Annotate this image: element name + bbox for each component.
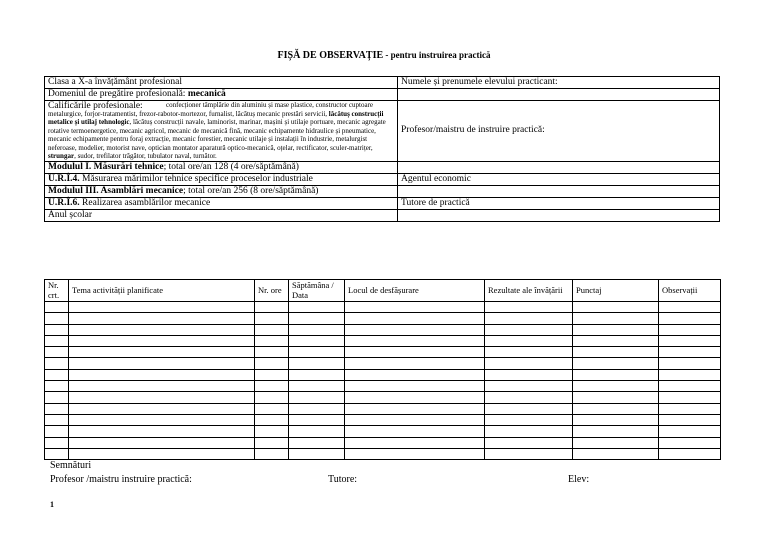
activity-cell[interactable]: [255, 437, 289, 448]
domeniu-label: Domeniul de pregătire profesională:: [48, 89, 188, 99]
activity-cell[interactable]: [69, 403, 255, 414]
activity-cell[interactable]: [345, 335, 485, 346]
activity-cell[interactable]: [659, 392, 721, 403]
elev-cell[interactable]: Numele și prenumele elevului practicant:: [398, 77, 720, 89]
activity-cell[interactable]: [45, 426, 69, 437]
info-row: [45, 173, 720, 185]
tutore-cell[interactable]: Tutore de practică: [398, 197, 720, 209]
header-saptamana: Săptămâna / Data: [289, 280, 345, 302]
modul1-hours: ; total ore/an 128 (4 ore/săptămână): [163, 161, 299, 172]
activity-cell[interactable]: [485, 437, 573, 448]
activity-cell[interactable]: [345, 381, 485, 392]
activity-cell[interactable]: [485, 392, 573, 403]
activity-cell[interactable]: [485, 324, 573, 335]
activity-cell[interactable]: [289, 335, 345, 346]
activity-cell[interactable]: [289, 358, 345, 369]
activity-cell[interactable]: [45, 347, 69, 358]
activity-cell[interactable]: [345, 302, 485, 313]
activity-cell[interactable]: [69, 302, 255, 313]
calificari-text-c: , sudor, trefilator trăgător, tubulator naval, turnător.: [74, 152, 217, 160]
activity-cell[interactable]: [659, 335, 721, 346]
domeniu-cell: [45, 89, 398, 101]
uri4-code: U.R.Î.4.: [48, 173, 80, 184]
activity-cell[interactable]: [69, 392, 255, 403]
activity-row: [45, 392, 721, 403]
activity-cell[interactable]: [485, 448, 573, 459]
header-punctaj: Punctaj: [573, 280, 659, 302]
activity-cell[interactable]: [255, 313, 289, 324]
activity-cell[interactable]: [45, 324, 69, 335]
calificari-list: [48, 101, 394, 161]
info-row: [45, 197, 720, 209]
header-ore: Nr. ore: [255, 280, 289, 302]
activity-cell[interactable]: [485, 426, 573, 437]
activity-cell[interactable]: [255, 381, 289, 392]
activity-cell[interactable]: [485, 414, 573, 425]
activity-cell[interactable]: [345, 403, 485, 414]
activity-cell[interactable]: [69, 414, 255, 425]
activity-cell[interactable]: [45, 369, 69, 380]
clasa-cell: Clasa a X-a învățământ profesional: [45, 77, 398, 89]
activity-cell[interactable]: [45, 313, 69, 324]
activity-cell[interactable]: [45, 335, 69, 346]
info-table: [44, 76, 720, 222]
activity-cell[interactable]: [573, 448, 659, 459]
calificari-text-bold: lăcătuș construcții metalice și utilaj tehnologic: [48, 109, 384, 126]
activity-cell[interactable]: [69, 313, 255, 324]
info-row: [45, 101, 720, 162]
activity-cell[interactable]: [45, 358, 69, 369]
activity-cell[interactable]: [345, 414, 485, 425]
activity-cell[interactable]: [573, 324, 659, 335]
activity-cell[interactable]: [345, 369, 485, 380]
activity-cell[interactable]: [659, 369, 721, 380]
activity-row: [45, 358, 721, 369]
activity-cell[interactable]: [289, 426, 345, 437]
page-number: 1: [50, 500, 54, 509]
activity-cell[interactable]: [45, 403, 69, 414]
activity-row: [45, 414, 721, 425]
activity-cell[interactable]: [255, 324, 289, 335]
activity-cell[interactable]: [45, 381, 69, 392]
activity-cell[interactable]: [573, 403, 659, 414]
activity-cell[interactable]: [659, 347, 721, 358]
activity-cell[interactable]: [69, 448, 255, 459]
uri6-text: Realizarea asamblărilor mecanice: [79, 197, 211, 208]
uri4-cell: [45, 173, 398, 185]
activity-cell[interactable]: [289, 437, 345, 448]
activity-cell[interactable]: [485, 313, 573, 324]
activity-cell[interactable]: [45, 302, 69, 313]
activity-row: [45, 369, 721, 380]
activity-cell[interactable]: [659, 414, 721, 425]
activity-cell[interactable]: [69, 324, 255, 335]
activity-cell[interactable]: [485, 369, 573, 380]
activity-cell[interactable]: [573, 437, 659, 448]
domeniu-value: mecanică: [187, 89, 226, 99]
footer-elev: Elev:: [568, 474, 590, 485]
profesor-label: Profesor/maistru de instruire practică:: [401, 125, 545, 136]
activity-cell[interactable]: [659, 426, 721, 437]
agent-cell[interactable]: Agentul economic: [398, 173, 720, 185]
activity-cell[interactable]: [69, 347, 255, 358]
activity-cell[interactable]: [289, 392, 345, 403]
activity-cell[interactable]: [345, 347, 485, 358]
modul3-cell: [45, 185, 398, 197]
activity-cell[interactable]: [289, 448, 345, 459]
activity-cell[interactable]: [485, 347, 573, 358]
empty-cell[interactable]: [398, 185, 720, 197]
activity-cell[interactable]: [573, 335, 659, 346]
calificari-label: Calificările profesionale:: [48, 101, 143, 111]
activity-cell[interactable]: [255, 448, 289, 459]
empty-cell[interactable]: [398, 209, 720, 221]
header-rezultate: Rezultate ale învățării: [485, 280, 573, 302]
activity-cell[interactable]: [255, 414, 289, 425]
calificari-text-b: , lăcătuș construcții navale, laminorist, marinar, mașini și utilaje portuare, mecanic agregate rotative termoenergetice, mecanic agricol, mecanic de mecanică fină, mecanic echipamente hidraulice și pneumatice, mecanic echipamente pentru foraj extracție, mecanic forestier, mecanic utilaje și instalații în industrie, metalurgist neferoase, modelier, motorist nave, optician montator aparatură optico-mecanică, oțelar, rectificator, sculer-matrițer,: [48, 118, 386, 152]
info-row: [45, 185, 720, 197]
activity-row: [45, 437, 721, 448]
activity-row: [45, 302, 721, 313]
activity-cell[interactable]: [345, 358, 485, 369]
activity-cell[interactable]: [573, 381, 659, 392]
activity-cell[interactable]: [289, 313, 345, 324]
modul1-title: Modulul I. Măsurări tehnice: [48, 161, 164, 172]
activity-cell[interactable]: [573, 358, 659, 369]
activity-cell[interactable]: [573, 426, 659, 437]
activity-cell[interactable]: [485, 403, 573, 414]
activity-cell[interactable]: [485, 381, 573, 392]
activity-row: [45, 335, 721, 346]
calificari-text-a: confecționer tâmplărie din aluminiu și mase plastice, constructor cuptoare metalurgice, forjor-tratamentist, frezor-rabotor-mortezor, furnalist, lăcătuș mecanic prestări servicii,: [48, 101, 374, 118]
activity-cell[interactable]: [289, 414, 345, 425]
activity-cell[interactable]: [255, 358, 289, 369]
activity-cell[interactable]: [45, 437, 69, 448]
activity-cell[interactable]: [485, 335, 573, 346]
activity-row: [45, 426, 721, 437]
activity-cell[interactable]: [45, 414, 69, 425]
activity-cell[interactable]: [69, 369, 255, 380]
activity-cell[interactable]: [289, 369, 345, 380]
activity-cell[interactable]: [345, 324, 485, 335]
activity-cell[interactable]: [485, 358, 573, 369]
activity-cell[interactable]: [45, 392, 69, 403]
footer-profesor: Profesor /maistru instruire practică:: [50, 474, 192, 485]
activity-cell[interactable]: [69, 426, 255, 437]
activity-cell[interactable]: [659, 324, 721, 335]
activity-cell[interactable]: [69, 358, 255, 369]
activity-cell[interactable]: [659, 302, 721, 313]
activity-row: [45, 381, 721, 392]
activity-cell[interactable]: [255, 302, 289, 313]
activity-cell[interactable]: [573, 313, 659, 324]
uri4-text: Măsurarea mărimilor tehnice specifice proceselor industriale: [79, 173, 313, 184]
header-nr: Nr. crt.: [45, 280, 69, 302]
activity-row: [45, 403, 721, 414]
activity-row: [45, 347, 721, 358]
header-locul: Locul de desfășurare: [345, 280, 485, 302]
activity-cell[interactable]: [69, 437, 255, 448]
activity-cell[interactable]: [289, 347, 345, 358]
semnaturi-label: Semnături: [50, 460, 92, 471]
info-row: [45, 209, 720, 221]
calificari-cell: [45, 101, 398, 162]
uri6-code: U.R.Î.6.: [48, 197, 80, 208]
empty-cell[interactable]: [398, 89, 720, 101]
document-title: [0, 50, 768, 61]
activity-cell[interactable]: [345, 426, 485, 437]
activity-cell[interactable]: [345, 313, 485, 324]
activity-row: [45, 324, 721, 335]
activity-cell[interactable]: [69, 335, 255, 346]
activity-cell[interactable]: [255, 369, 289, 380]
activity-cell[interactable]: [255, 426, 289, 437]
info-row: [45, 89, 720, 101]
activity-cell[interactable]: [289, 324, 345, 335]
activity-cell[interactable]: [289, 381, 345, 392]
activity-cell[interactable]: [659, 448, 721, 459]
activity-cell[interactable]: [659, 358, 721, 369]
calificari-text-bold2: strungar: [48, 152, 75, 160]
activity-cell[interactable]: [45, 448, 69, 459]
activity-cell[interactable]: [485, 302, 573, 313]
uri6-cell: [45, 197, 398, 209]
activity-cell[interactable]: [573, 302, 659, 313]
activity-cell[interactable]: [345, 392, 485, 403]
activity-cell[interactable]: [255, 403, 289, 414]
activity-cell[interactable]: [255, 392, 289, 403]
activity-cell[interactable]: [573, 414, 659, 425]
activity-cell[interactable]: [289, 403, 345, 414]
an-cell: Anul școlar: [45, 209, 398, 221]
activity-cell[interactable]: [573, 369, 659, 380]
info-row: [45, 77, 720, 89]
activities-header-row: [45, 280, 721, 302]
activity-cell[interactable]: [659, 313, 721, 324]
activity-cell[interactable]: [573, 347, 659, 358]
activity-cell[interactable]: [289, 302, 345, 313]
activity-cell[interactable]: [345, 437, 485, 448]
info-row: [45, 161, 720, 173]
title-main: FIȘĂ DE OBSERVAȚIE: [277, 50, 384, 61]
activity-row: [45, 313, 721, 324]
empty-cell[interactable]: [398, 161, 720, 173]
activity-cell[interactable]: [659, 403, 721, 414]
activity-cell[interactable]: [255, 335, 289, 346]
activity-cell[interactable]: [345, 448, 485, 459]
activity-row: [45, 448, 721, 459]
modul1-cell: [45, 161, 398, 173]
activities-table: [44, 279, 721, 460]
modul3-title: Modulul III. Asamblări mecanice: [48, 185, 184, 196]
profesor-cell[interactable]: [398, 101, 720, 162]
activity-cell[interactable]: [659, 437, 721, 448]
header-observatii: Observații: [659, 280, 721, 302]
modul3-hours: ; total ore/an 256 (8 ore/săptămână): [183, 185, 319, 196]
activity-cell[interactable]: [573, 392, 659, 403]
activity-cell[interactable]: [255, 347, 289, 358]
activity-cell[interactable]: [69, 381, 255, 392]
title-sub: - pentru instruirea practică: [383, 50, 491, 60]
footer-tutore: Tutore:: [328, 474, 358, 485]
activity-cell[interactable]: [659, 381, 721, 392]
header-tema: Tema activității planificate: [69, 280, 255, 302]
